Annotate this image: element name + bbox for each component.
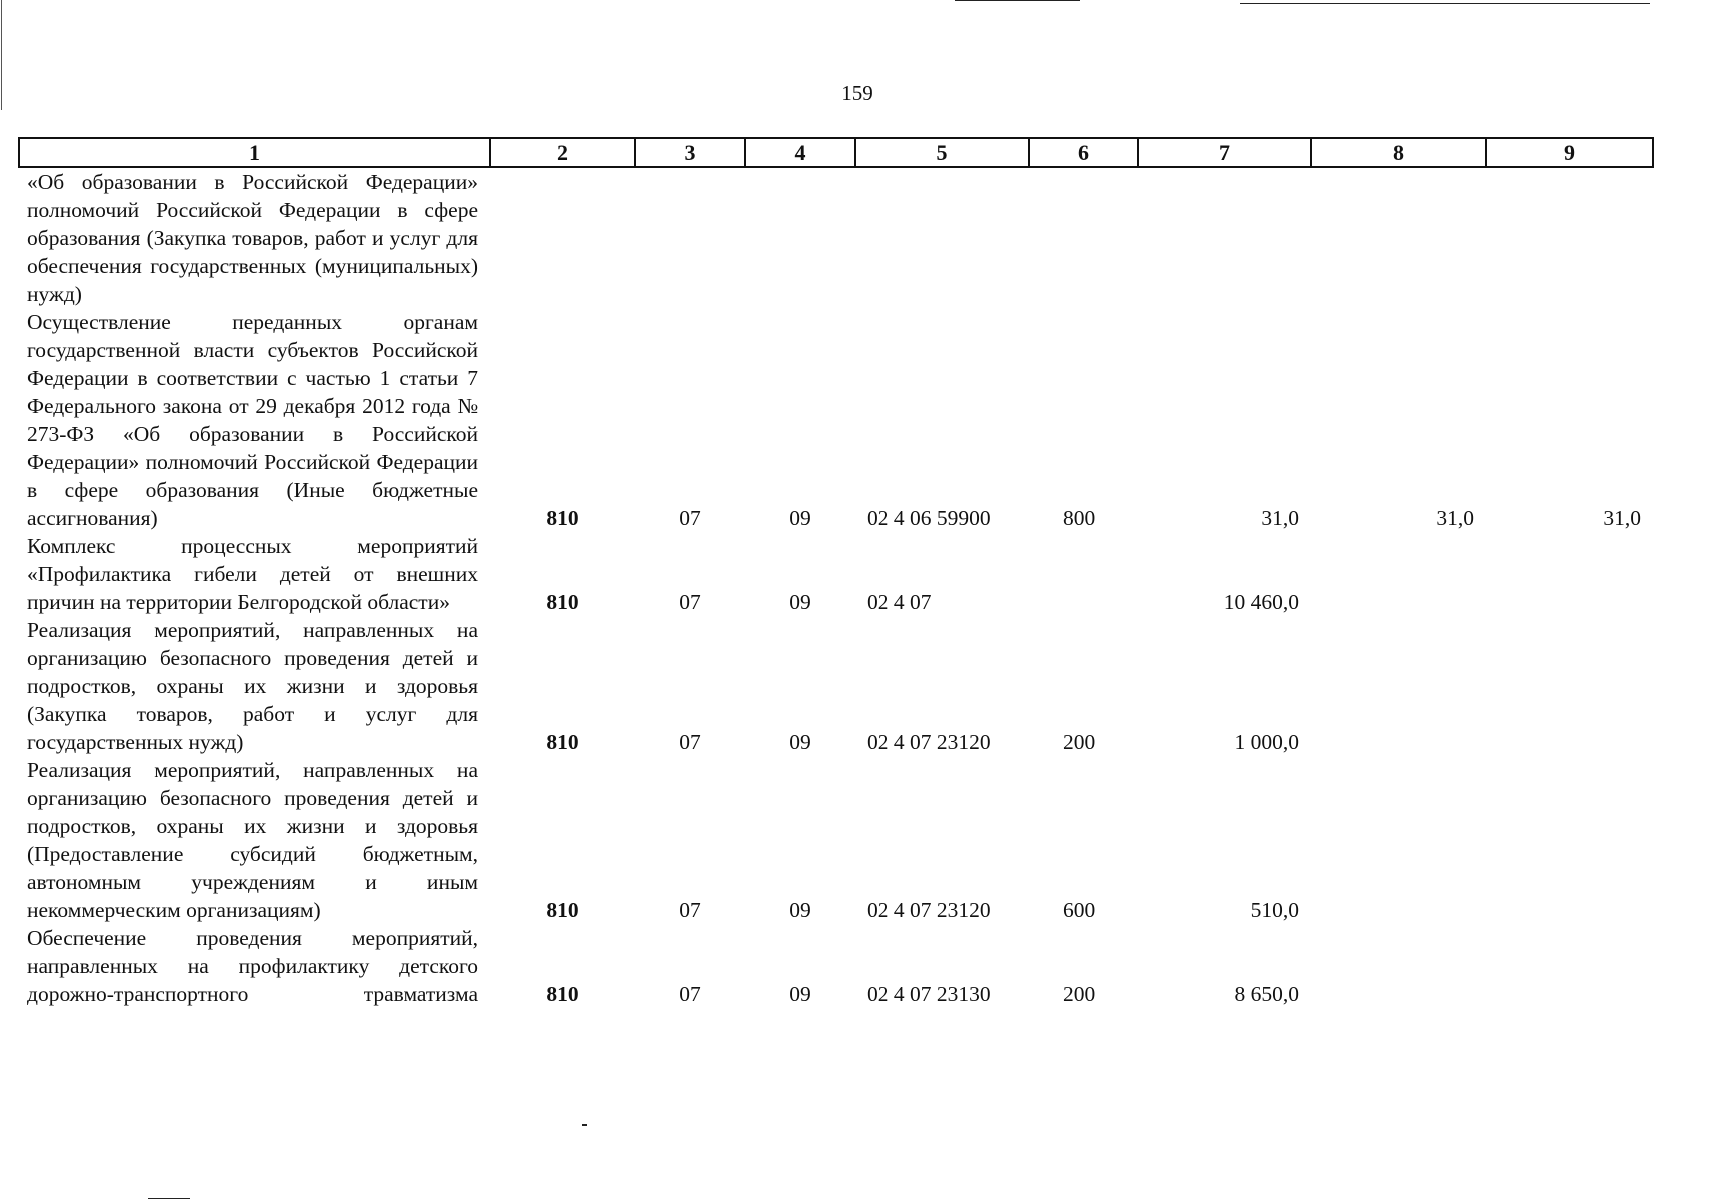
budget-table [18, 137, 1654, 1008]
cell-amount-9 [1486, 616, 1653, 756]
column-header: 7 [1138, 138, 1311, 167]
column-header: 5 [855, 138, 1029, 167]
cell-ministry-code: 810 [546, 730, 579, 754]
cell-subsection: 09 [789, 982, 811, 1006]
table-row [19, 532, 1653, 616]
cell-amount-9 [1486, 756, 1653, 924]
scan-dot [582, 1124, 587, 1126]
cell-amount-7: 510,0 [1250, 898, 1299, 922]
row-description: Осуществление переданных органам государственной власти субъектов Российской Федерации в соответствии с частью 1 статьи 7 Федерального закона от 29 декабря 2012 года № 273-ФЗ «Об образовании в Российской Федерации» полномочий Российской Федерации в сфере образования (Иные бюджетные ассигнования) [27, 310, 478, 530]
cell-expense-type: 200 [1063, 730, 1096, 754]
cell-amount-7 [1138, 167, 1311, 308]
cell-amount-7: 10 460,0 [1223, 590, 1299, 614]
cell-section: 07 [679, 982, 701, 1006]
cell-expense-type [1029, 532, 1138, 616]
row-description: Обеспечение проведения мероприятий, направленных на профилактику детского дорожно-транспортного травматизма [27, 926, 478, 1006]
cell-amount-8 [1311, 532, 1486, 616]
cell-subsection: 09 [789, 506, 811, 530]
cell-target-article: 02 4 07 23130 [867, 982, 991, 1006]
scan-line-top-2 [1240, 3, 1650, 4]
table-row [19, 308, 1653, 532]
table-row [19, 167, 1653, 308]
cell-amount-8 [1311, 924, 1486, 1008]
page-number: 159 [841, 81, 873, 105]
cell-target-article: 02 4 07 [867, 590, 932, 614]
cell-amount-9 [1486, 167, 1653, 308]
cell-ministry-code: 810 [546, 506, 579, 530]
row-description: Реализация мероприятий, направленных на организацию безопасного проведения детей и подростков, охраны их жизни и здоровья (Закупка товаров, работ и услуг для государственных нужд) [27, 618, 478, 754]
column-header: 1 [19, 138, 490, 167]
cell-subsection: 09 [789, 898, 811, 922]
cell-target-article: 02 4 07 23120 [867, 730, 991, 754]
cell-ministry-code: 810 [546, 590, 579, 614]
cell-expense-type: 600 [1063, 898, 1096, 922]
column-header: 2 [490, 138, 635, 167]
column-header: 9 [1486, 138, 1653, 167]
cell-amount-7: 31,0 [1261, 506, 1299, 530]
scan-line-top-1 [955, 0, 1080, 1]
cell-amount-7: 8 650,0 [1234, 982, 1299, 1006]
cell-section: 07 [679, 506, 701, 530]
cell-amount-8 [1311, 167, 1486, 308]
row-description: Комплекс процессных мероприятий «Профилактика гибели детей от внешних причин на территории Белгородской области» [27, 534, 478, 614]
cell-amount-9: 31,0 [1603, 506, 1641, 530]
cell-section: 07 [679, 590, 701, 614]
cell-amount-7: 1 000,0 [1234, 730, 1299, 754]
cell-subsection: 09 [789, 730, 811, 754]
cell-subsection [745, 167, 855, 308]
cell-expense-type: 800 [1063, 506, 1096, 530]
cell-ministry-code [490, 167, 635, 308]
cell-ministry-code: 810 [546, 982, 579, 1006]
cell-target-article [855, 167, 1029, 308]
cell-amount-9 [1486, 924, 1653, 1008]
row-description: «Об образовании в Российской Федерации» полномочий Российской Федерации в сфере образования (Закупка товаров, работ и услуг для обеспечения государственных (муниципальных) нужд) [27, 170, 478, 306]
column-header: 3 [635, 138, 745, 167]
table-row [19, 924, 1653, 1008]
table-row [19, 616, 1653, 756]
cell-subsection: 09 [789, 590, 811, 614]
cell-amount-8 [1311, 756, 1486, 924]
column-header: 4 [745, 138, 855, 167]
cell-target-article: 02 4 07 23120 [867, 898, 991, 922]
cell-section: 07 [679, 730, 701, 754]
scan-line-bottom [148, 1198, 190, 1199]
table-header-row [19, 138, 1653, 167]
cell-section [635, 167, 745, 308]
cell-section: 07 [679, 898, 701, 922]
cell-amount-9 [1486, 532, 1653, 616]
cell-amount-8: 31,0 [1436, 506, 1474, 530]
row-description: Реализация мероприятий, направленных на организацию безопасного проведения детей и подростков, охраны их жизни и здоровья (Предоставление субсидий бюджетным, автономным учреждениям и иным некоммерческим организациям) [27, 758, 478, 922]
cell-ministry-code: 810 [546, 898, 579, 922]
cell-target-article: 02 4 06 59900 [867, 506, 991, 530]
column-header: 6 [1029, 138, 1138, 167]
cell-amount-8 [1311, 616, 1486, 756]
table-row [19, 756, 1653, 924]
cell-expense-type [1029, 167, 1138, 308]
column-header: 8 [1311, 138, 1486, 167]
cell-expense-type: 200 [1063, 982, 1096, 1006]
